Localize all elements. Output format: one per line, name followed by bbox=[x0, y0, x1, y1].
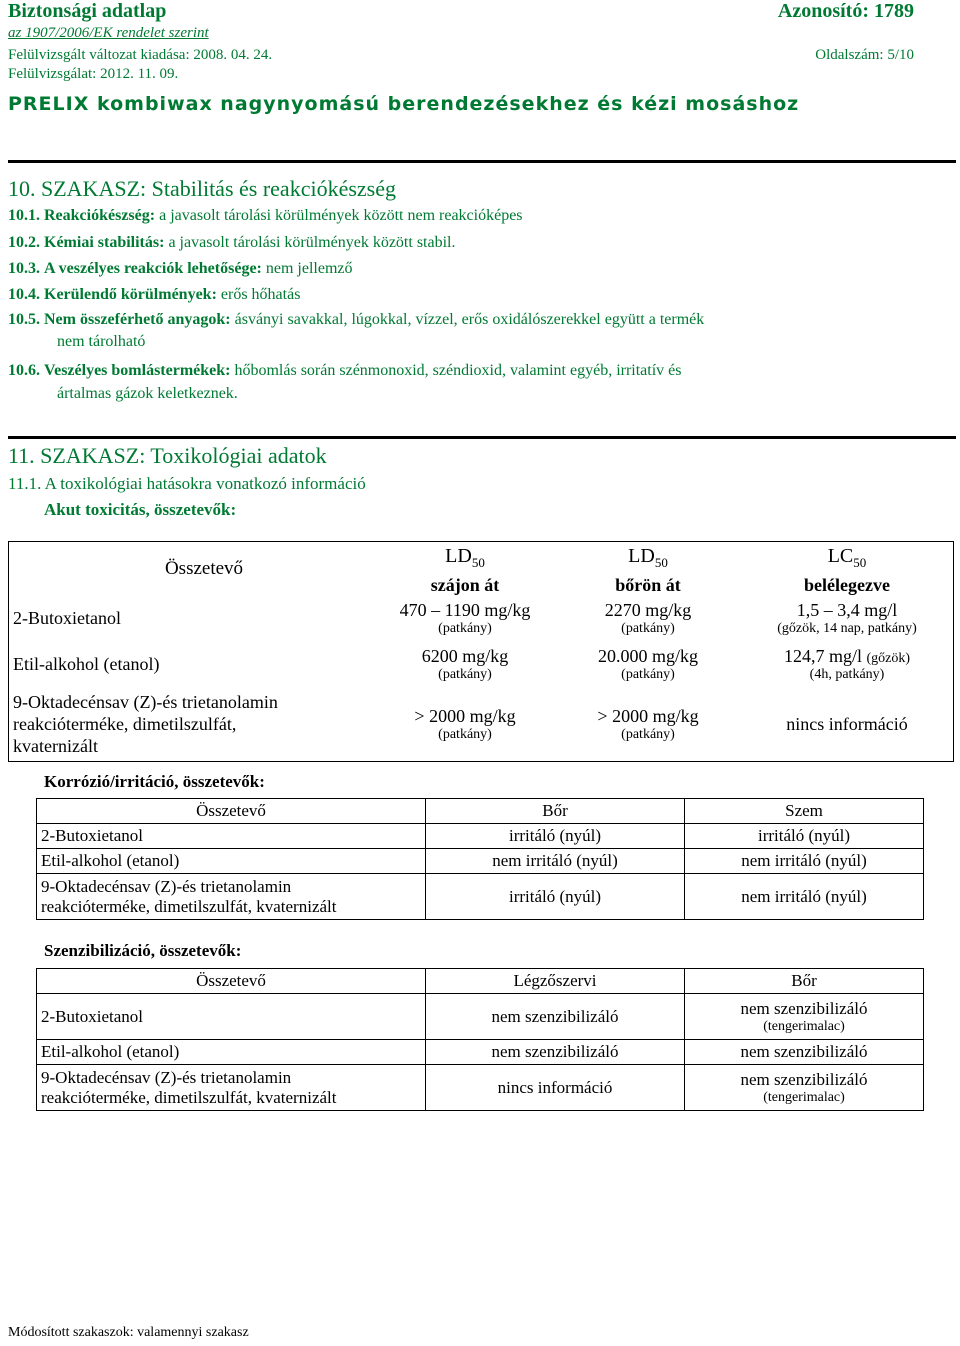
route-dermal: bőrön át bbox=[615, 574, 681, 595]
table-row bbox=[37, 1040, 924, 1065]
skin-value: nem irritáló (nyúl) bbox=[426, 849, 685, 874]
skin-value: nem szenzibilizáló (tengerimalac) bbox=[685, 1065, 924, 1111]
skin-value: nem szenzibilizáló (tengerimalac) bbox=[685, 994, 924, 1040]
corrosion-title: Korrózió/irritáció, összetevők: bbox=[44, 772, 265, 791]
section-11-heading: 11. SZAKASZ: Toxikológiai adatok bbox=[8, 443, 327, 468]
col-component: Összetevő bbox=[37, 799, 426, 824]
component-name: 9-Oktadecénsav (Z)-és trietanolamin reakcióterméke, dimetilszulfát, kvaternizált bbox=[13, 692, 278, 757]
item-10-4: 10.4. Kerülendő körülmények: erős hőhatás bbox=[8, 286, 301, 303]
inhal-value: 124,7 mg/l (gőzök) (4h, patkány) bbox=[783, 646, 911, 682]
col-ld50-dermal: $LD_{50}$ bbox=[628, 545, 668, 571]
subsection-11-1: 11.1. A toxikológiai hatásokra vonatkozó információ bbox=[8, 474, 366, 493]
footer-note: Módosított szakaszok: valamennyi szakasz bbox=[8, 1325, 249, 1340]
col-skin: Bőr bbox=[426, 799, 685, 824]
page-number: Oldalszám: 5/10 bbox=[815, 47, 914, 63]
col-component: Összetevő bbox=[164, 557, 244, 579]
resp-value: nincs információ bbox=[426, 1065, 685, 1111]
table-row bbox=[9, 688, 954, 762]
section-divider bbox=[8, 160, 956, 163]
item-10-5-cont: nem tárolható bbox=[57, 333, 146, 350]
component-name: Etil-alkohol (etanol) bbox=[37, 849, 426, 874]
table-row bbox=[37, 849, 924, 874]
revision-issue: Felülvizsgált változat kiadása: 2008. 04. 24. bbox=[8, 47, 273, 63]
table-row bbox=[9, 642, 954, 688]
col-respiratory: Légzőszervi bbox=[426, 969, 685, 994]
inhal-value: 1,5 – 3,4 mg/l (gőzök, 14 nap, patkány) bbox=[777, 600, 917, 636]
sensitization-table bbox=[36, 968, 924, 1111]
skin-value: nem szenzibilizáló bbox=[685, 1040, 924, 1065]
item-10-3: 10.3. A veszélyes reakciók lehetősége: nem jellemző bbox=[8, 260, 353, 277]
component-name: 2-Butoxietanol bbox=[37, 994, 426, 1040]
col-ld50-oral: $LD_{50}$ bbox=[445, 545, 485, 571]
component-name: 2-Butoxietanol bbox=[13, 608, 121, 628]
col-skin: Bőr bbox=[685, 969, 924, 994]
col-lc50: $LC_{50}$ bbox=[827, 545, 867, 571]
revision-date: Felülvizsgálat: 2012. 11. 09. bbox=[8, 66, 179, 82]
inhal-value: nincs információ bbox=[786, 713, 908, 734]
eye-value: nem irritáló (nyúl) bbox=[685, 874, 924, 920]
eye-value: irritáló (nyúl) bbox=[685, 824, 924, 849]
table-row bbox=[9, 596, 954, 642]
document-title: Biztonsági adatlap bbox=[8, 0, 167, 22]
item-10-2: 10.2. Kémiai stabilitás: a javasolt tárolási körülmények között stabil. bbox=[8, 234, 456, 251]
table-row bbox=[37, 824, 924, 849]
item-10-6: 10.6. Veszélyes bomlástermékek: hőbomlás során szénmonoxid, széndioxid, valamint egyéb, irritatív és bbox=[8, 362, 682, 379]
item-10-6-cont: ártalmas gázok keletkeznek. bbox=[57, 385, 238, 402]
skin-value: irritáló (nyúl) bbox=[426, 874, 685, 920]
table-row bbox=[37, 994, 924, 1040]
regulation-link[interactable]: az 1907/2006/EK rendelet szerint bbox=[8, 25, 209, 41]
corrosion-table bbox=[36, 798, 924, 920]
item-10-1: 10.1. Reakciókészség: a javasolt tárolási körülmények között nem reakcióképes bbox=[8, 207, 523, 224]
dermal-value: 2270 mg/kg (patkány) bbox=[604, 600, 692, 636]
section-10-heading: 10. SZAKASZ: Stabilitás és reakciókészség bbox=[8, 176, 396, 201]
acute-toxicity-title: Akut toxicitás, összetevők: bbox=[44, 500, 237, 519]
eye-value: nem irritáló (nyúl) bbox=[685, 849, 924, 874]
table-row bbox=[37, 874, 924, 920]
section-divider bbox=[8, 436, 956, 439]
skin-value: irritáló (nyúl) bbox=[426, 824, 685, 849]
dermal-value: 20.000 mg/kg (patkány) bbox=[597, 646, 698, 682]
col-eye: Szem bbox=[685, 799, 924, 824]
component-name: Etil-alkohol (etanol) bbox=[37, 1040, 426, 1065]
component-name: 2-Butoxietanol bbox=[37, 824, 426, 849]
sensitization-title: Szenzibilizáció, összetevők: bbox=[44, 941, 242, 960]
route-oral: szájon át bbox=[430, 574, 500, 595]
document-identifier: Azonosító: 1789 bbox=[777, 0, 914, 22]
acute-toxicity-table bbox=[8, 541, 954, 762]
component-name: 9-Oktadecénsav (Z)-és trietanolamin reakcióterméke, dimetilszulfát, kvaternizált bbox=[37, 1065, 426, 1111]
table-row bbox=[37, 1065, 924, 1111]
dermal-value: > 2000 mg/kg (patkány) bbox=[597, 705, 699, 742]
oral-value: 470 – 1190 mg/kg (patkány) bbox=[399, 600, 531, 636]
col-component: Összetevő bbox=[37, 969, 426, 994]
oral-value: > 2000 mg/kg (patkány) bbox=[414, 705, 516, 742]
component-name: Etil-alkohol (etanol) bbox=[13, 654, 160, 674]
route-inhal: belélegezve bbox=[804, 574, 890, 595]
item-10-5: 10.5. Nem összeférhető anyagok: ásványi savakkal, lúgokkal, vízzel, erős oxidálószerekkel együtt a termék bbox=[8, 311, 705, 328]
component-name: 9-Oktadecénsav (Z)-és trietanolamin reakcióterméke, dimetilszulfát, kvaternizált bbox=[37, 874, 426, 920]
oral-value: 6200 mg/kg (patkány) bbox=[421, 646, 509, 682]
product-name: PRELIX kombiwax nagynyomású berendezésekhez és kézi mosáshoz bbox=[8, 93, 800, 115]
resp-value: nem szenzibilizáló bbox=[426, 994, 685, 1040]
resp-value: nem szenzibilizáló bbox=[426, 1040, 685, 1065]
